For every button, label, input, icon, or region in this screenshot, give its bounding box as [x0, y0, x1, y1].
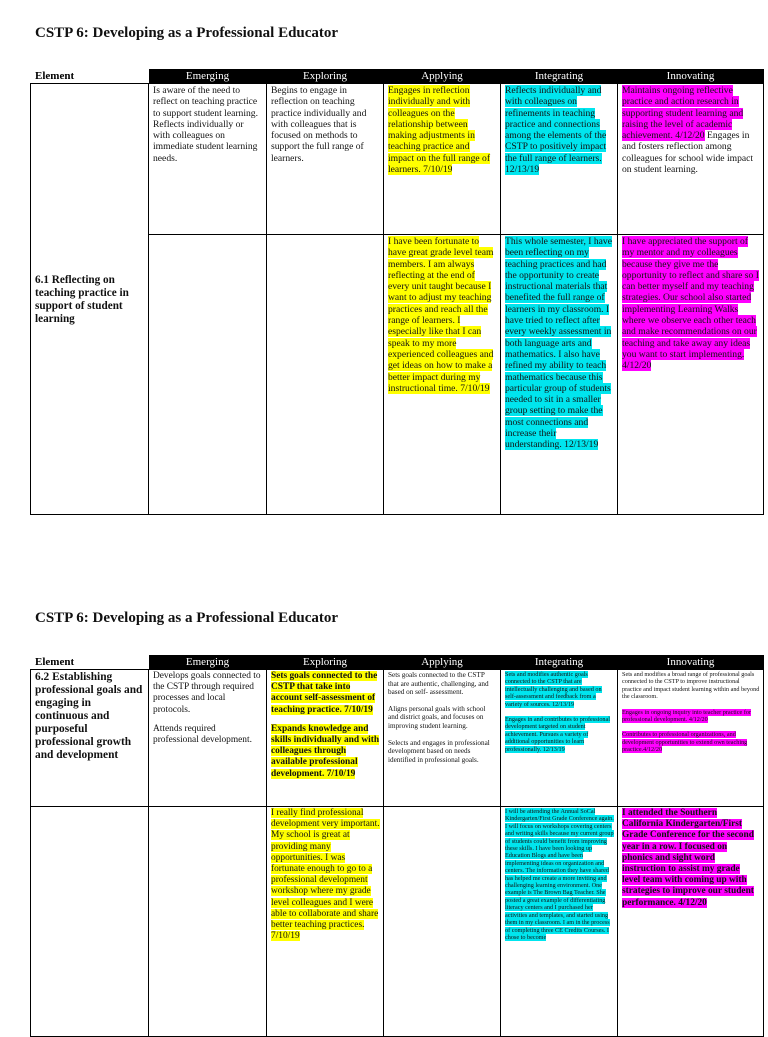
header-integrating: Integrating — [501, 70, 618, 84]
highlighted-text: Expands knowledge and skills individually and with colleagues through available professional development. 7/10/19 — [271, 723, 380, 779]
header-applying: Applying — [384, 70, 501, 84]
header-exploring: Exploring — [267, 656, 384, 670]
descriptor-exploring — [267, 670, 384, 807]
header-element: Element — [31, 656, 149, 670]
evidence-innovating — [618, 235, 764, 515]
evidence-innovating — [618, 807, 764, 1037]
element-label: 6.2 Establishing professional goals and engaging in continuous and purposeful professional growth and development — [31, 670, 149, 807]
header-row — [31, 70, 764, 84]
highlighted-text: I really find professional development very important. My school is great at providing many opportunities. I was fortunate enough to go to a professional development workshop where my grade level colleagues and I were able to collaborate and share better teaching practices. 7/10/19 — [271, 808, 380, 942]
highlighted-text: I will be attending the Annual SoCal Kindergarten/First Grade Conference again. I will focus on workshops covering centers and writing skills because my current group of students could benefit from improving these skills. I have been looking up Education Blogs and have been implementing ideas on organization and centers. The information they have shared has helped me create a more inviting and challenging learning environment. One example is The Brown Bag Teacher. She posted a great example of differentiating literacy centers and I purchased her activities and templates, and started using them in my classroom. I am in the process of completing three CE Credits Courses. I chose to become — [505, 808, 614, 941]
header-innovating: Innovating — [618, 70, 764, 84]
descriptor-applying — [384, 670, 501, 807]
descriptor-innovating — [618, 84, 764, 235]
highlighted-text: I have been fortunate to have great grade level team members. I am always reflecting at the end of every unit taught because I want to adjust my teaching practices and reach all the range of learners. I especially like that I can speak to my more experienced colleagues and get ideas on how to make a better impact during my instructional time. 7/10/19 — [388, 236, 494, 394]
descriptor-emerging: Is aware of the need to reflect on teaching practice to support student learning. Reflects individually or with colleagues on immediate student learning needs. — [149, 84, 267, 235]
evidence-element — [31, 807, 149, 1037]
rubric-table-6-2 — [30, 655, 764, 1037]
highlighted-text: Maintains ongoing reflective practice and action research in supporting student learning and raising the level of academic achievement. 4/12/20 — [622, 85, 744, 142]
highlighted-text: Engages in ongoing inquiry into teacher practice for professional development. 4/12/20 — [622, 708, 752, 724]
highlighted-text: Engages in and contributes to professional development targeted on student achievement. Pursues a variety of additional opportunities to learn professionally. 12/13/19 — [505, 716, 610, 753]
descriptor-text: Aligns personal goals with school and district goals, and focuses on improving student learning. — [388, 704, 486, 730]
evidence-integrating — [501, 807, 618, 1037]
highlighted-text: I attended the Southern California Kindergarten/First Grade Conference for the second year in a row. I focused on phonics and sight word instruction to assist my grade level team with coming up with strategies to improve our student performance. 4/12/20 — [622, 808, 754, 908]
descriptor-text: Attends required professional development. — [153, 723, 252, 746]
descriptor-row — [31, 670, 764, 807]
evidence-applying — [384, 235, 501, 515]
descriptor-integrating — [501, 84, 618, 235]
header-innovating: Innovating — [618, 656, 764, 670]
highlighted-text: Reflects individually and with colleagues on refinements in teaching practice and connections among the elements of the CSTP to positively impact the full range of learners. 12/13/19 — [505, 85, 607, 176]
evidence-integrating — [501, 235, 618, 515]
descriptor-applying — [384, 84, 501, 235]
descriptor-row — [31, 84, 764, 235]
page-title: CSTP 6: Developing as a Professional Educator — [35, 25, 339, 41]
element-label: 6.1 Reflecting on teaching practice in support of student learning — [31, 84, 149, 515]
highlighted-text: Engages in reflection individually and with colleagues on the relationship between making adjustments in teaching practice and impact on the full range of learners. 7/10/19 — [388, 85, 491, 176]
descriptor-text: Develops goals connected to the CSTP through required processes and local protocols. — [153, 671, 261, 715]
descriptor-exploring: Begins to engage in reflection on teaching practice individually and with colleagues that is focused on methods to support the full range of learners. — [267, 84, 384, 235]
descriptor-text: Selects and engages in professional development based on needs identified in professional goals. — [388, 738, 490, 764]
header-emerging: Emerging — [149, 656, 267, 670]
evidence-applying — [384, 807, 501, 1037]
evidence-emerging — [149, 235, 267, 515]
header-row — [31, 656, 764, 670]
rubric-table-6-1 — [30, 69, 764, 515]
header-element: Element — [31, 70, 149, 84]
evidence-exploring — [267, 235, 384, 515]
descriptor-emerging — [149, 670, 267, 807]
highlighted-text: Contributes to professional organizations, and development opportunities to extend own teaching practice.4/12/20 — [622, 731, 748, 754]
evidence-exploring — [267, 807, 384, 1037]
evidence-emerging — [149, 807, 267, 1037]
header-applying: Applying — [384, 656, 501, 670]
descriptor-text: Sets goals connected to the CSTP that are authentic, challenging, and based on self- assessment. — [388, 671, 489, 697]
highlighted-text: I have appreciated the support of my mentor and my colleagues because they give me the opportunity to reflect and share so I can better myself and my teaching strategies. Our school also started implementing Learning Walks where we observe each other teach and make recommendations on our teaching and take away any ideas you want to start implementing. 4/12/20 — [622, 236, 759, 372]
highlighted-text: This whole semester, I have been reflecting on my teaching practices and had the opportunity to create instructional materials that benefited the full range of learners in my classroom. I have tried to reflect after every weekly assessment in both language arts and mathematics. I also have refined my ability to teach mathematics because this particular group of students needed to sit in a smaller group setting to make the most connections and increase their understanding. 12/13/19 — [505, 236, 612, 451]
highlighted-text: Sets goals connected to the CSTP that take into account self-assessment of teaching practice. 7/10/19 — [271, 671, 378, 715]
descriptor-integrating — [501, 670, 618, 807]
page-title: CSTP 6: Developing as a Professional Educator — [35, 610, 339, 626]
highlighted-text: Sets and modifies authentic goals connected to the CSTP that are intellectually challenging and based on self-assessment and feedback from a variety of sources. 12/13/19 — [505, 671, 602, 708]
evidence-row — [31, 807, 764, 1037]
header-emerging: Emerging — [149, 70, 267, 84]
descriptor-text: Engages in and fosters reflection among colleagues for school wide impact on student learning. — [622, 130, 754, 176]
header-integrating: Integrating — [501, 656, 618, 670]
header-exploring: Exploring — [267, 70, 384, 84]
descriptor-text: Sets and modifies a broad range of professional goals connected to the CSTP to improve instructional practice and impact student learning within and beyond the classroom. — [622, 671, 760, 701]
descriptor-innovating — [618, 670, 764, 807]
